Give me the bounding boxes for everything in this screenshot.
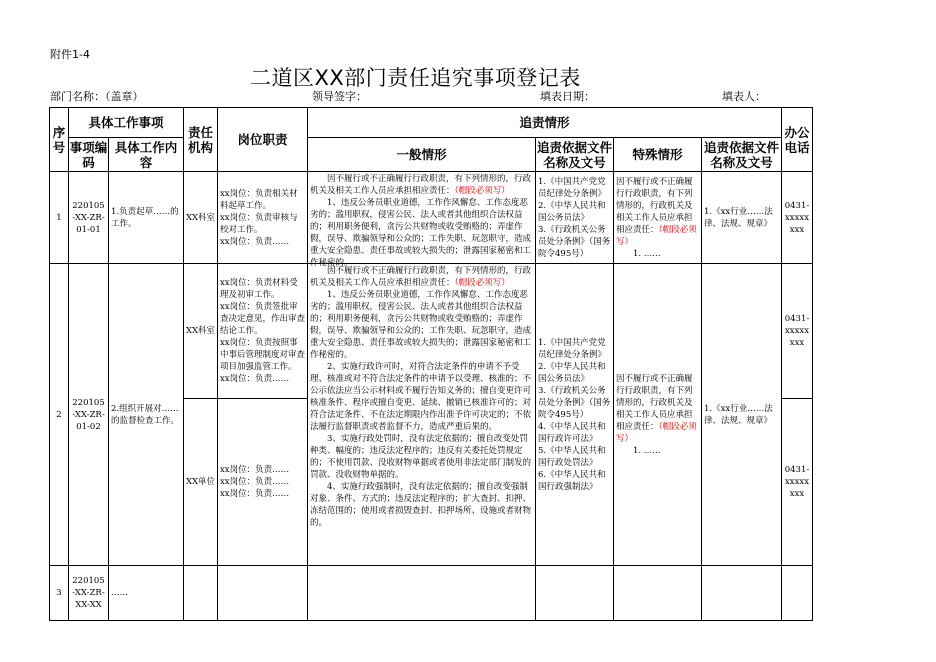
row-seq: 3 bbox=[50, 566, 69, 621]
header-basis-1: 追责依据文件名称及文号 bbox=[536, 139, 612, 170]
row-duty-text: xx岗位：负责相关材料起草工作。 xx岗位：负责审核与校对工作。 xx岗位：负责…… bbox=[220, 188, 298, 247]
header-accountability: 追责情形 bbox=[308, 108, 782, 138]
general-item-4: 4、实施行政强制时，没有法定依据的；擅自改变强制对象、条件、方式的；违反法定程序的；扩大查封、扣押、冻结范围的；使用或者损毁查封、扣押场所、设施或者财物的。 bbox=[310, 482, 532, 528]
row-code-text: 220105-XX-ZR-01-02 bbox=[72, 397, 105, 432]
row-content-text: …… bbox=[111, 588, 128, 598]
row-basis-2 bbox=[702, 172, 782, 264]
row-general bbox=[308, 172, 536, 268]
row-duty-b bbox=[218, 399, 308, 566]
header-seq: 序号 bbox=[50, 108, 69, 172]
row-content-text: 2.组织开展对……的监督检查工作。 bbox=[111, 403, 180, 426]
row-general-empty bbox=[308, 566, 536, 621]
row-unit-b: XX单位 bbox=[184, 399, 218, 566]
table-row bbox=[50, 172, 813, 264]
header-work-items: 具体工作事项 bbox=[69, 108, 184, 138]
row-phone bbox=[782, 172, 813, 264]
general-lead: 因不履行或不正确履行行政职责，有下列情形的，行政机关及相关工作人员应承担相应责任： bbox=[310, 174, 532, 196]
row-basis-1 bbox=[536, 172, 614, 264]
special-note: （帽段必须写） bbox=[616, 421, 697, 444]
general-note: （帽段必须写） bbox=[454, 186, 510, 196]
row-unit: XX科室 bbox=[184, 172, 218, 264]
row-phone-text: 0431-xxxxxxxx bbox=[784, 200, 810, 235]
row-duty bbox=[218, 172, 308, 264]
row-seq: 2 bbox=[50, 264, 69, 566]
row-duty-empty bbox=[218, 566, 308, 621]
dept-name-field: 部门名称：（盖章） bbox=[50, 90, 144, 103]
row-code bbox=[69, 566, 109, 621]
row-general bbox=[308, 264, 536, 566]
row-code bbox=[69, 264, 109, 566]
table-row bbox=[50, 566, 813, 621]
row-duty-a bbox=[218, 264, 308, 399]
header-post-duty: 岗位职责 bbox=[218, 108, 308, 172]
row-duty-b-text: xx岗位：负责…… xx岗位：负责…… xx岗位：负责…… bbox=[220, 465, 290, 499]
row-phone-a-text: 0431-xxxxxxxx bbox=[784, 314, 810, 348]
general-item-1: 1、违反公务员职业道德，工作作风懈怠、工作态度恶劣的；滥用职权，侵害公民、法人或者其他组织合法权益的；利用职务便利，贪污公共财物或收受贿赂的；弄虚作假，误导、欺骗领导和公众的；工作失职、玩忽职守，造成重大安全隐患、责任事故或较大损失的；泄露国家秘密和工作秘密的。 bbox=[310, 198, 532, 268]
filler-field: 填表人： bbox=[722, 90, 766, 103]
row-basis-1-text: 1.《中国共产党党员纪律处分条例》 2.《中华人民共和国公务员法》 3.《行政机关公务员处分条例》（国务院令495号） 4.《中华人民共和国行政许可法》 5.《中华人民共和国行政处罚法》 6.《中华人民共和国行政强制法》 bbox=[538, 337, 611, 492]
leader-signature-field: 领导签字： bbox=[312, 90, 367, 103]
attachment-label: 附件1-4 bbox=[50, 48, 90, 61]
row-unit-a: XX科室 bbox=[184, 264, 218, 399]
header-basis-2: 追责依据文件名称及文号 bbox=[702, 138, 782, 172]
row-code bbox=[69, 172, 109, 264]
row-content bbox=[109, 172, 184, 264]
row-special-empty bbox=[614, 566, 702, 621]
row-unit-empty bbox=[184, 566, 218, 621]
row-content bbox=[109, 566, 184, 621]
row-basis-2-text: 1.《xx行业……法律、法规、规章》 bbox=[704, 403, 773, 426]
table-row bbox=[50, 264, 813, 399]
row-code-text: 220105-XX-ZR-XX-XX bbox=[72, 576, 105, 610]
row-special bbox=[614, 264, 702, 566]
general-item-3: 3、实施行政处罚时，没有法定依据的；擅自改变处罚种类、幅度的；违反法定程序的；违反有关委托处罚规定的；不使用罚款、没收财物单据或者使用非法定部门制发的罚款、没收财物单据的。 bbox=[310, 434, 532, 480]
row-content-text: 1.负责起草……的工作。 bbox=[111, 206, 179, 229]
row-basis-2 bbox=[702, 264, 782, 566]
general-item-2: 2、实施行政许可时，对符合法定条件的申请不予受理、核准或对不符合法定条件的申请予以受理、核准的；不公示依法应当公示材料或不履行告知义务的；擅自变更许可核准条件、程序或擅自变更、延续、撤销已核准许可的；对符合法定条件、不在法定期限内作出准予许可决定的；不依法履行监督职责或者监督不力，造成严重后果的。 bbox=[310, 362, 532, 432]
special-item: 1. …… bbox=[633, 248, 661, 259]
header-special: 特殊情形 bbox=[614, 138, 702, 172]
row-seq: 1 bbox=[50, 172, 69, 264]
registration-table bbox=[49, 107, 813, 621]
row-phone-a bbox=[782, 264, 813, 399]
header-general: 一般情形 bbox=[308, 138, 536, 172]
special-lead: 因不履行或不正确履行行政职责，有下列情形的，行政机关及相关工作人员应承担相应责任： bbox=[616, 176, 693, 235]
row-phone-b bbox=[782, 399, 813, 566]
special-lead: 因不履行或不正确履行行政职责，有下列情形的，行政机关及相关工作人员应承担相应责任： bbox=[616, 373, 693, 432]
row-duty-a-text: xx岗位：负责材料受理及初审工作。 xx岗位：负责签批审查决定意见，作出审查结论工作。 xx岗位：负责按照事中事后管理制度对审查项目加强监管工作。 xx岗位：负责…… bbox=[220, 278, 306, 384]
row-code-text: 220105-XX-ZR-01-01 bbox=[72, 200, 105, 235]
row-basis-1-text: 1.《中国共产党党员纪律处分条例》 2.《中华人民共和国公务员法》 3.《行政机关公务员处分条例》（国务院令495号） bbox=[538, 176, 611, 259]
row-basis-1 bbox=[536, 264, 614, 566]
row-basis-1-empty bbox=[536, 566, 614, 621]
row-special bbox=[614, 172, 702, 264]
row-basis-2-text: 1.《xx行业……法律、法规、规章》 bbox=[704, 206, 773, 229]
general-note: （帽段必须写） bbox=[454, 278, 510, 288]
row-phone-b-text: 0431-xxxxxxxx bbox=[784, 465, 810, 499]
header-phone: 办公电话 bbox=[782, 108, 813, 172]
header-item-content: 具体工作内容 bbox=[109, 138, 184, 172]
page-title: 二道区XX部门责任追究事项登记表 bbox=[250, 66, 581, 90]
row-basis-2-empty bbox=[702, 566, 782, 621]
header-resp-unit: 责任机构 bbox=[184, 108, 218, 172]
row-phone-empty bbox=[782, 566, 813, 621]
general-lead: 因不履行或不正确履行行政职责，有下列情形的，行政机关及相关工作人员应承担相应责任： bbox=[310, 266, 532, 288]
special-note: （帽段必须写） bbox=[616, 224, 697, 247]
general-item-1: 1、违反公务员职业道德，工作作风懈怠、工作态度恶劣的；滥用职权，侵害公民、法人或者其他组织合法权益的；利用职务便利，贪污公共财物或收受贿赂的；弄虚作假，误导、欺骗领导和公众的；工作失职、玩忽职守，造成重大安全隐患、责任事故或较大损失的；泄露国家秘密和工作秘密的。 bbox=[310, 290, 532, 360]
row-content bbox=[109, 264, 184, 566]
header-item-code: 事项编码 bbox=[69, 139, 108, 170]
special-item: 1. …… bbox=[633, 445, 661, 456]
fill-date-field: 填表日期： bbox=[540, 90, 595, 103]
